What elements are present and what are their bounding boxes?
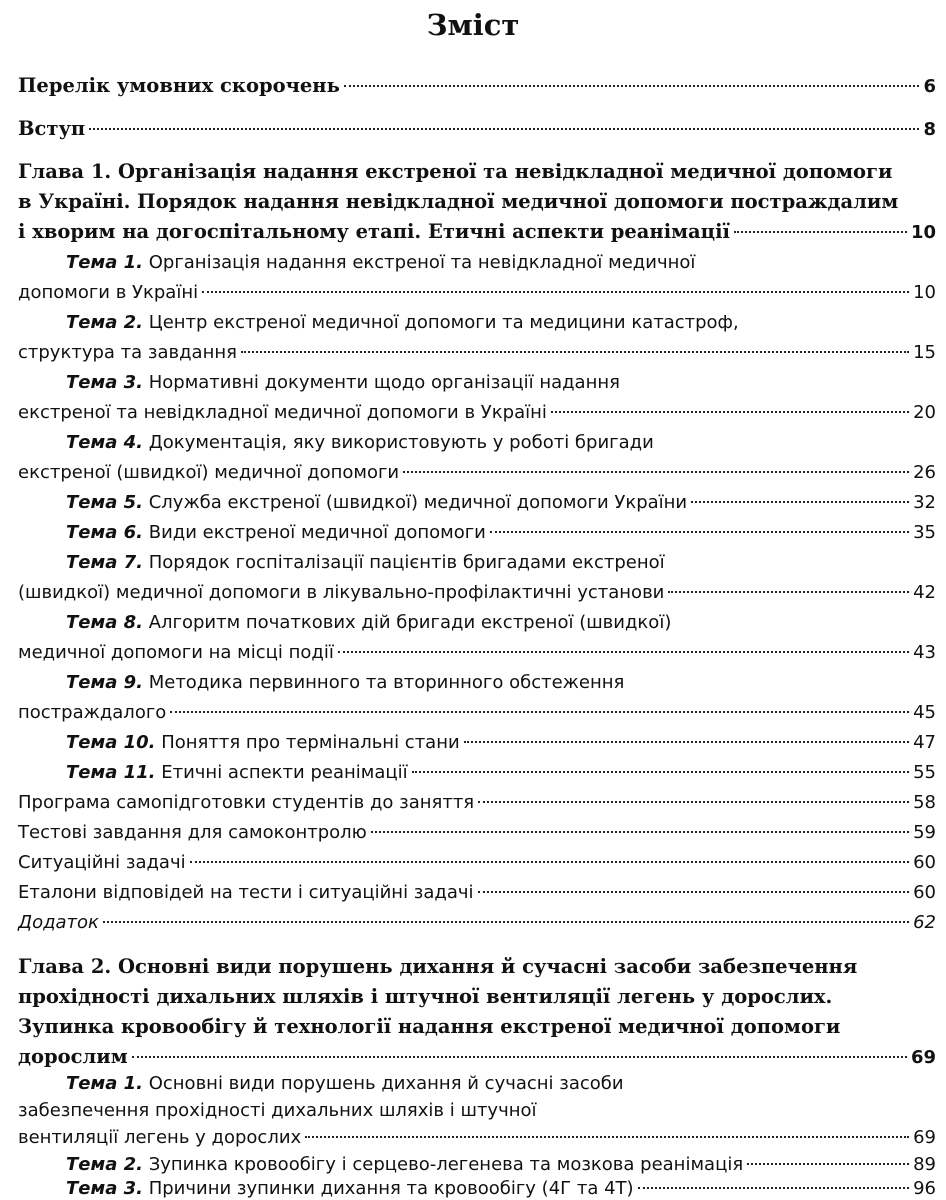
dot-leader: [691, 501, 909, 503]
dot-leader: [668, 591, 909, 593]
topic-1-1-line-2[interactable]: [18, 282, 936, 314]
dot-leader: [132, 1056, 907, 1058]
chapter-2-heading-line-3[interactable]: [18, 1015, 936, 1047]
topic-1-1-line-1[interactable]: [66, 252, 936, 284]
dot-leader: [478, 891, 910, 893]
toc-entry-title: Додаток: [18, 912, 99, 933]
dot-leader: [344, 85, 920, 87]
toc-entry-title: прохідності дихальних шляхів і штучної вентиляції легень у дорослих.: [18, 985, 833, 1008]
toc-page-number: 10: [910, 222, 936, 243]
toc-entry-appendix[interactable]: [18, 912, 936, 944]
toc-page-number: 8: [923, 119, 936, 140]
topic-label: Тема 8.: [66, 612, 143, 633]
topic-1-2-line-1[interactable]: [66, 312, 936, 344]
toc-entry-title: Тестові завдання для самоконтролю: [18, 822, 367, 843]
dot-leader: [747, 1163, 909, 1165]
topic-2-3[interactable]: [66, 1178, 936, 1200]
toc-entry-title: Методика первинного та вторинного обстеження: [148, 672, 625, 693]
toc-entry-title: медичної допомоги на місці події: [18, 642, 334, 663]
toc-page-number: 69: [913, 1127, 936, 1148]
topic-1-5[interactable]: [66, 492, 936, 524]
topic-1-2-line-2[interactable]: [18, 342, 936, 374]
topic-label: Тема 1.: [66, 1073, 143, 1094]
toc-entry-title: Основні види порушень дихання й сучасні засоби: [148, 1073, 624, 1094]
topic-label: Тема 11.: [66, 762, 156, 783]
page-title: Зміст: [426, 8, 520, 42]
toc-entry-title: Документація, яку використовують у роботі бригади: [148, 432, 654, 453]
toc-entry-title: Організація надання екстреної та невідкладної медичної: [148, 252, 696, 273]
toc-entry-title: Поняття про термінальні стани: [161, 732, 460, 753]
toc-entry-title: постраждалого: [18, 702, 167, 723]
toc-page-number: 60: [913, 852, 936, 873]
toc-entry-title: екстреної (швидкої) медичної допомоги: [18, 462, 400, 483]
topic-1-8-line-2[interactable]: [18, 642, 936, 674]
chapter-1-heading-line-1[interactable]: [18, 160, 936, 192]
topic-1-4-line-2[interactable]: [18, 462, 936, 494]
dot-leader: [403, 471, 909, 473]
topic-1-8-line-1[interactable]: [66, 612, 936, 644]
toc-page-number: 35: [913, 522, 936, 543]
topic-label: Тема 2.: [66, 1154, 143, 1175]
dot-leader: [638, 1187, 910, 1189]
toc-entry-title: Перелік умовних скорочень: [18, 74, 340, 97]
toc-page-number: 55: [913, 762, 936, 783]
toc-entry-title: забезпечення прохідності дихальних шляхів і штучної: [18, 1100, 537, 1121]
dot-leader: [490, 531, 909, 533]
toc-entry-situational-tasks[interactable]: [18, 852, 936, 884]
toc-entry-title: Алгоритм початкових дій бригади екстреної (швидкої): [148, 612, 672, 633]
dot-leader: [734, 231, 907, 233]
toc-page-number: 47: [913, 732, 936, 753]
toc-page-number: 10: [913, 282, 936, 303]
toc-page-number: 59: [913, 822, 936, 843]
toc-page-number: 26: [913, 462, 936, 483]
dot-leader: [551, 411, 909, 413]
toc-entry-introduction[interactable]: [18, 117, 936, 149]
topic-1-3-line-2[interactable]: [18, 402, 936, 434]
toc-entry-title: структура та завдання: [18, 342, 237, 363]
toc-entry-title: Зупинка кровообігу й технології надання екстреної медичної допомоги: [18, 1015, 841, 1038]
dot-leader: [464, 741, 909, 743]
toc-entry-title: Види екстреної медичної допомоги: [148, 522, 486, 543]
toc-entry-abbreviations[interactable]: [18, 74, 936, 106]
dot-leader: [170, 711, 909, 713]
topic-label: Тема 9.: [66, 672, 143, 693]
toc-entry-title: Програма самопідготовки студентів до заняття: [18, 792, 475, 813]
dot-leader: [371, 831, 909, 833]
toc-page-number: 96: [913, 1178, 936, 1199]
toc-entry-tests[interactable]: [18, 822, 936, 854]
toc-entry-title: (швидкої) медичної допомоги в лікувально-профілактичні установи: [18, 582, 665, 603]
dot-leader: [89, 128, 919, 130]
topic-label: Тема 6.: [66, 522, 143, 543]
topic-1-9-line-1[interactable]: [66, 672, 936, 704]
toc-page-number: 32: [913, 492, 936, 513]
toc-entry-title: Ситуаційні задачі: [18, 852, 186, 873]
toc-entry-title: Зупинка кровообігу і серцево-легенева та мозкова реанімація: [142, 1154, 744, 1175]
topic-label: Тема 7.: [66, 552, 143, 573]
dot-leader: [338, 651, 909, 653]
toc-entry-title: Еталони відповідей на тести і ситуаційні задачі: [18, 882, 474, 903]
topic-1-6[interactable]: [66, 522, 936, 554]
toc-page-number: 45: [913, 702, 936, 723]
chapter-2-heading-line-2[interactable]: [18, 985, 936, 1017]
toc-page-number: 62: [913, 912, 936, 933]
toc-page-number: 89: [913, 1154, 936, 1175]
dot-leader: [103, 921, 909, 923]
topic-label: Тема 2.: [66, 312, 143, 333]
toc-entry-title: вентиляції легень у дорослих: [18, 1127, 302, 1148]
toc-entry-title: Нормативні документи щодо організації надання: [148, 372, 620, 393]
toc-page-number: 58: [913, 792, 936, 813]
toc-entry-title: допомоги в Україні: [18, 282, 199, 303]
toc-entry-title: і хворим на догоспітальному етапі. Етичні аспекти реанімації: [18, 220, 730, 243]
topic-label: Тема 4.: [66, 432, 143, 453]
dot-leader: [190, 861, 910, 863]
toc-entry-title: Причини зупинки дихання та кровообігу (4Г та 4Т): [142, 1178, 634, 1199]
toc-entry-title: Глава 2. Основні види порушень дихання й сучасні засоби забезпечення: [18, 955, 858, 978]
toc-entry-title: дорослим: [18, 1045, 128, 1068]
topic-label: Тема 5.: [66, 492, 143, 513]
chapter-1-heading-line-2[interactable]: [18, 190, 936, 222]
toc-page-number: 20: [913, 402, 936, 423]
toc-entry-title: Центр екстреної медичної допомоги та медицини катастроф,: [148, 312, 739, 333]
toc-page-number: 43: [913, 642, 936, 663]
chapter-1-heading-line-3[interactable]: [18, 220, 936, 252]
topic-1-10[interactable]: [66, 732, 936, 764]
topic-1-7-line-1[interactable]: [66, 552, 936, 584]
toc-entry-self-preparation[interactable]: [18, 792, 936, 824]
toc-entry-answer-keys[interactable]: [18, 882, 936, 914]
toc-entry-title: Глава 1. Організація надання екстреної та невідкладної медичної допомоги: [18, 160, 893, 183]
toc-entry-title: в Україні. Порядок надання невідкладної медичної допомоги постраждалим: [18, 190, 899, 213]
toc-page-number: 6: [923, 76, 936, 97]
topic-label: Тема 3.: [66, 1178, 143, 1199]
toc-entry-title: Служба екстреної (швидкої) медичної допомоги України: [148, 492, 688, 513]
toc-entry-title: екстреної та невідкладної медичної допомоги в Україні: [18, 402, 547, 423]
dot-leader: [478, 801, 909, 803]
toc-page-number: 69: [910, 1047, 936, 1068]
toc-entry-title: Етичні аспекти реанімації: [161, 762, 408, 783]
topic-label: Тема 3.: [66, 372, 143, 393]
toc-page-number: 15: [913, 342, 936, 363]
topic-1-4-line-1[interactable]: [66, 432, 936, 464]
dot-leader: [202, 291, 909, 293]
topic-label: Тема 10.: [66, 732, 156, 753]
topic-1-7-line-2[interactable]: [18, 582, 936, 614]
topic-1-11[interactable]: [66, 762, 936, 794]
chapter-2-heading-line-1[interactable]: [18, 955, 936, 987]
toc-page-number: 42: [913, 582, 936, 603]
dot-leader: [412, 771, 909, 773]
toc-page-number: 60: [913, 882, 936, 903]
dot-leader: [305, 1136, 909, 1138]
toc-entry-title: Порядок госпіталізації пацієнтів бригадами екстреної: [148, 552, 665, 573]
topic-label: Тема 1.: [66, 252, 143, 273]
toc-entry-title: Вступ: [18, 117, 86, 140]
topic-1-3-line-1[interactable]: [66, 372, 936, 404]
topic-1-9-line-2[interactable]: [18, 702, 936, 734]
dot-leader: [241, 351, 909, 353]
